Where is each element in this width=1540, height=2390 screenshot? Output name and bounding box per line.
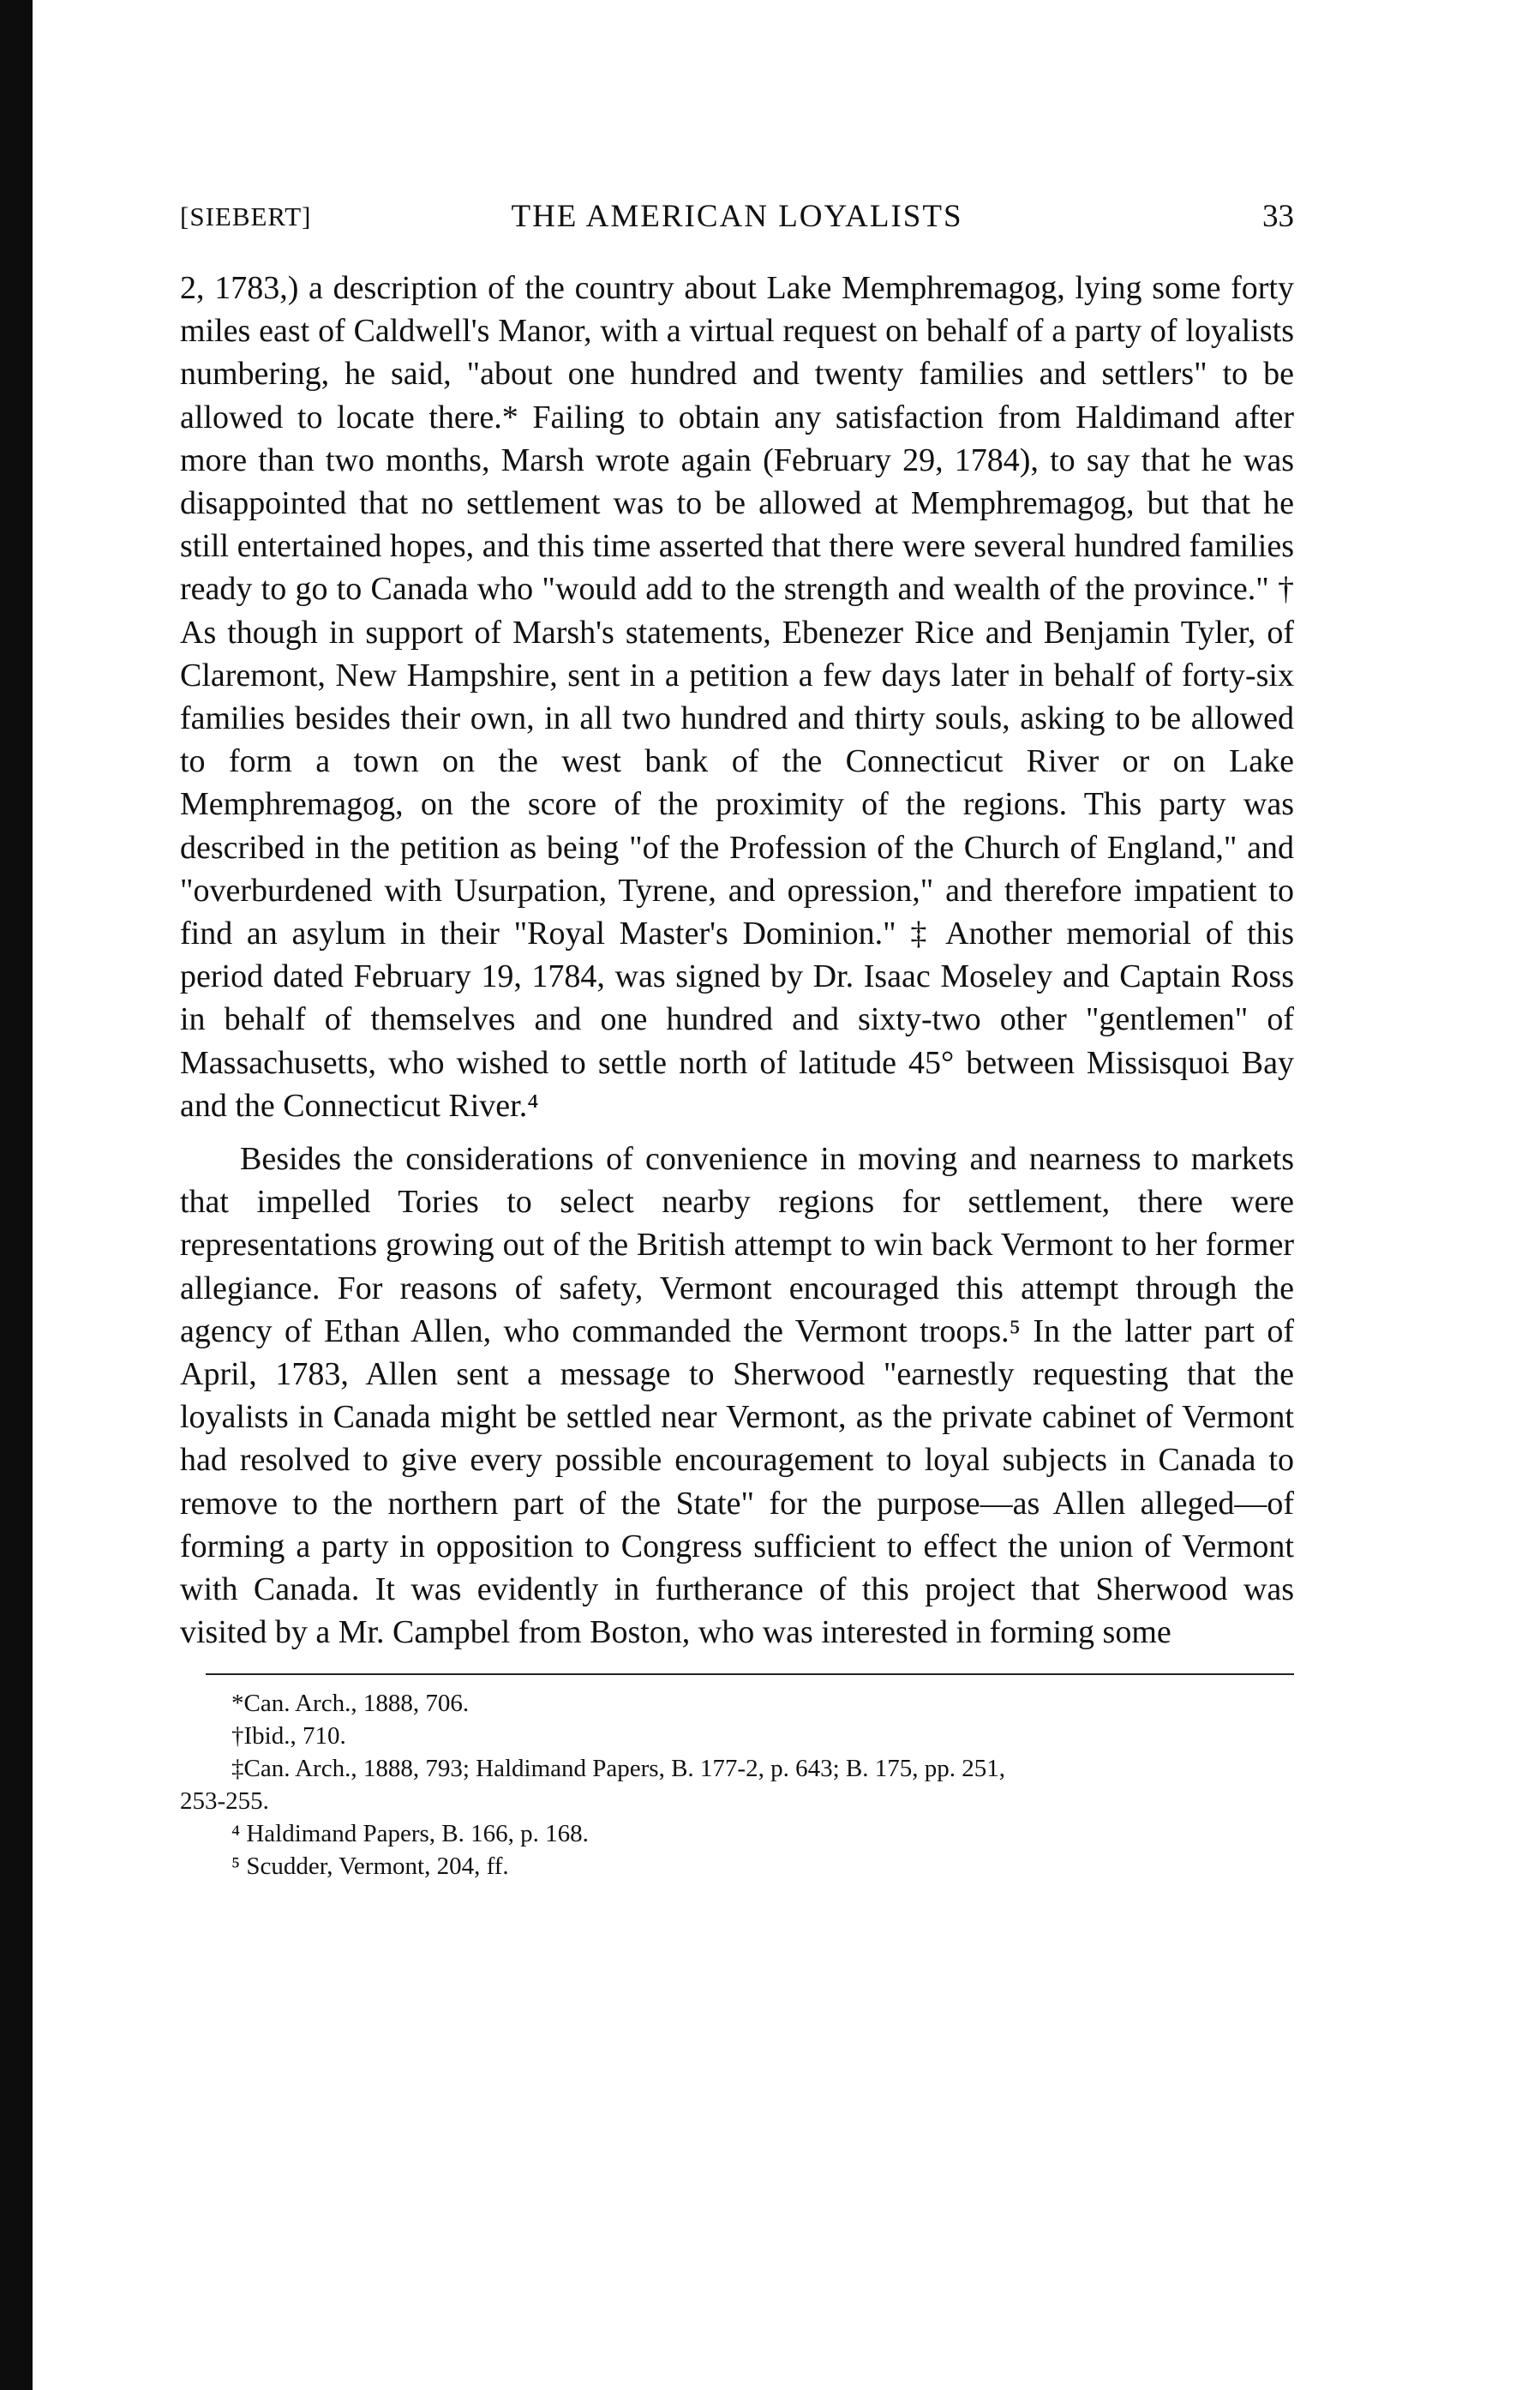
page-number: 33 (1262, 199, 1294, 234)
book-page (180, 193, 1294, 1883)
footnote-3: ‡Can. Arch., 1888, 793; Haldimand Papers, B. 177-2, p. 643; B. 175, pp. 251, (231, 1754, 1005, 1782)
author-tag: [SIEBERT] (180, 201, 312, 231)
paragraph-1: 2, 1783,) a description of the country about Lake Memphremagog, lying some forty miles east of Caldwell's Manor, with a virtual request on behalf of a party of loyalists numbering, he said, "about one hundred and twenty families and settlers" to be allowed to locate there.* Failing to obtain any satisfaction from Haldimand after more than two months, Marsh wrote again (February 29, 1784), to say that he was disappointed that no settlement was to be allowed at Memphremagog, but that he still entertained hopes, and this time asserted that there were several hundred families ready to go to Canada who "would add to the strength and wealth of the province." † As though in support of Marsh's statements, Ebenezer Rice and Benjamin Tyler, of Claremont, New Hampshire, sent in a petition a few days later in behalf of forty-six families besides their own, in all two hundred and thirty souls, asking to be allowed to form a town on the west bank of the Connecticut River or on Lake Memphremagog, on the score of the proximity of the regions. This party was described in the petition as being "of the Profession of the Church of England," and "overburdened with Usurpation, Tyrene, and opression," and therefore impatient to find an asylum in their "Royal Master's Dominion." ‡ Another memorial of this period dated February 19, 1784, was signed by Dr. Isaac Moseley and Captain Ross in behalf of themselves and one hundred and sixty-two other "gentlemen" of Massachusetts, who wished to settle north of latitude 45° between Missisquoi Bay and the Connecticut River.⁴ (180, 270, 1294, 1124)
footnote-divider (206, 1673, 1294, 1675)
body-text (180, 267, 1294, 1654)
page-title: THE AMERICAN LOYALISTS (511, 199, 963, 234)
footnote-5: ⁵ Scudder, Vermont, 204, ff. (231, 1852, 509, 1880)
running-head (180, 193, 1294, 241)
footnote-4: ⁴ Haldimand Papers, B. 166, p. 168. (231, 1819, 589, 1847)
footnote-1: *Can. Arch., 1888, 706. (231, 1689, 470, 1717)
footnote-2: †Ibid., 710. (231, 1721, 346, 1750)
paragraph-2: Besides the considerations of convenience in moving and nearness to markets that impelled Tories to select nearby regions for settlement, there were representations growing out of the British attempt to win back Vermont to her former allegiance. For reasons of safety, Vermont encouraged this attempt through the agency of Ethan Allen, who commanded the Vermont troops.⁵ In the latter part of April, 1783, Allen sent a message to Sherwood "earnestly requesting that the loyalists in Canada might be settled near Vermont, as the private cabinet of Vermont had resolved to give every possible encouragement to loyal subjects in Canada to remove to the northern part of the State" for the purpose—as Allen alleged—of forming a party in opposition to Congress sufficient to effect the union of Vermont with Canada. It was evidently in furtherance of this project that Sherwood was visited by a Mr. Campbel from Boston, who was interested in forming some (180, 1141, 1294, 1651)
footnotes (180, 1687, 1294, 1883)
footnote-3-continued: 253-255. (180, 1786, 269, 1815)
page-edge-bar (0, 0, 33, 2390)
